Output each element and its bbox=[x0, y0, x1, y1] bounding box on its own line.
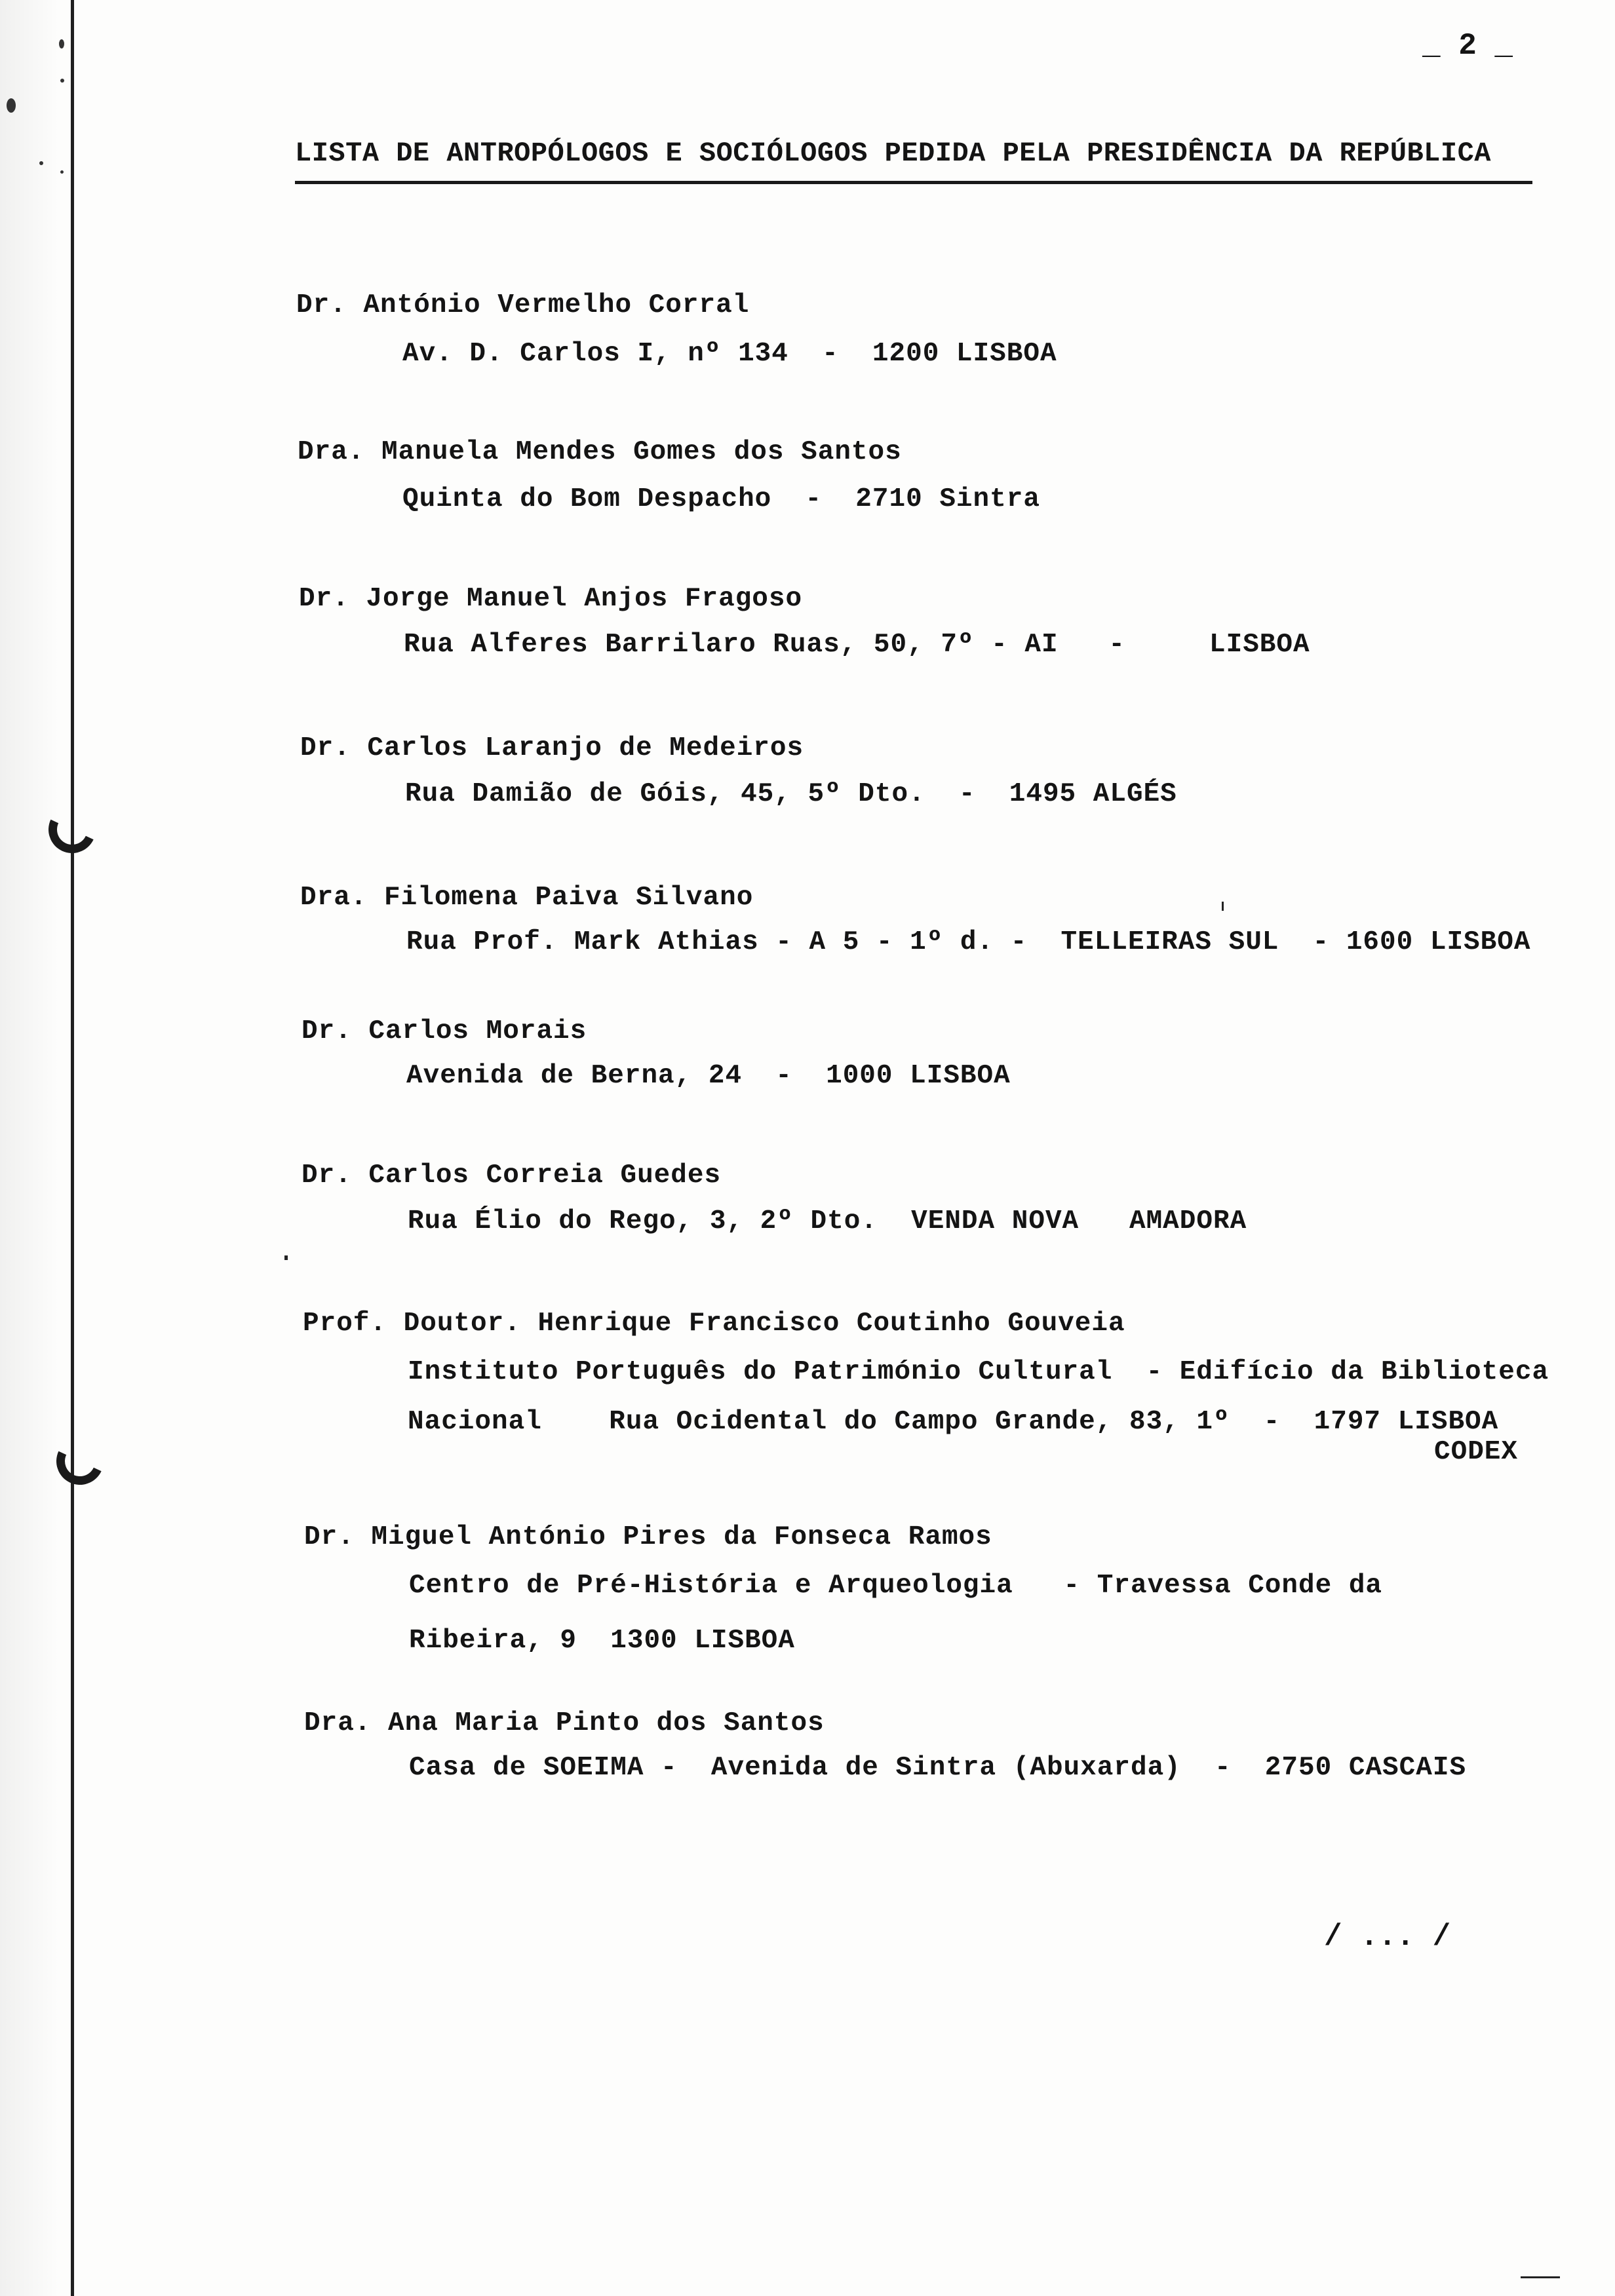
stray-mark bbox=[284, 1255, 288, 1260]
page-number: _ 2 _ bbox=[1422, 29, 1513, 63]
page-left-edge-shadow bbox=[0, 0, 59, 2296]
stray-mark bbox=[1521, 2276, 1560, 2278]
edge-speck bbox=[39, 161, 43, 165]
entry-address: Rua Prof. Mark Athias - A 5 - 1º d. - TELLEIRAS SUL - 1600 LISBOA bbox=[406, 927, 1531, 957]
entry-address: CODEX bbox=[1434, 1437, 1519, 1467]
entry-name: Dr. Carlos Correia Guedes bbox=[302, 1160, 722, 1191]
edge-speck bbox=[60, 79, 64, 83]
page-title: LISTA DE ANTROPÓLOGOS E SOCIÓLOGOS PEDIDA PELA PRESIDÊNCIA DA REPÚBLICA bbox=[295, 138, 1491, 169]
title-underline bbox=[295, 181, 1532, 184]
entry-address: Rua Élio do Rego, 3, 2º Dto. VENDA NOVA AMADORA bbox=[408, 1206, 1247, 1236]
entry-name: Dra. Ana Maria Pinto dos Santos bbox=[304, 1708, 825, 1738]
entry-name: Dr. Carlos Morais bbox=[302, 1016, 587, 1046]
entry-name: Dra. Manuela Mendes Gomes dos Santos bbox=[298, 437, 902, 467]
entry-name: Prof. Doutor. Henrique Francisco Coutinho Gouveia bbox=[303, 1309, 1125, 1339]
entry-address: Rua Alferes Barrilaro Ruas, 50, 7º - AI - LISBOA bbox=[404, 630, 1310, 660]
stray-mark bbox=[1222, 902, 1224, 911]
entry-name: Dr. António Vermelho Corral bbox=[296, 290, 750, 320]
entry-address: Casa de SOEIMA - Avenida de Sintra (Abuxarda) - 2750 CASCAIS bbox=[409, 1753, 1467, 1783]
edge-speck bbox=[60, 170, 64, 174]
entry-address: Nacional Rua Ocidental do Campo Grande, 83, 1º - 1797 LISBOA bbox=[408, 1407, 1499, 1437]
entry-address: Centro de Pré-História e Arqueologia - Travessa Conde da bbox=[409, 1571, 1383, 1601]
entry-name: Dr. Miguel António Pires da Fonseca Ramos bbox=[304, 1522, 992, 1552]
entry-address: Rua Damião de Góis, 45, 5º Dto. - 1495 ALGÉS bbox=[405, 779, 1177, 809]
margin-line bbox=[71, 0, 74, 2296]
continued-marker: / ... / bbox=[1324, 1920, 1451, 1954]
edge-speck bbox=[59, 39, 64, 48]
entry-address: Ribeira, 9 1300 LISBOA bbox=[409, 1626, 795, 1656]
entry-name: Dr. Jorge Manuel Anjos Fragoso bbox=[299, 584, 803, 614]
entry-name: Dra. Filomena Paiva Silvano bbox=[300, 883, 754, 913]
entry-address: Quinta do Bom Despacho - 2710 Sintra bbox=[402, 484, 1040, 514]
entry-address: Instituto Português do Património Cultural - Edifício da Biblioteca bbox=[408, 1357, 1549, 1387]
entry-name: Dr. Carlos Laranjo de Medeiros bbox=[300, 733, 804, 763]
entry-address: Av. D. Carlos I, nº 134 - 1200 LISBOA bbox=[402, 339, 1057, 369]
edge-speck bbox=[7, 98, 16, 113]
entry-address: Avenida de Berna, 24 - 1000 LISBOA bbox=[406, 1061, 1011, 1091]
